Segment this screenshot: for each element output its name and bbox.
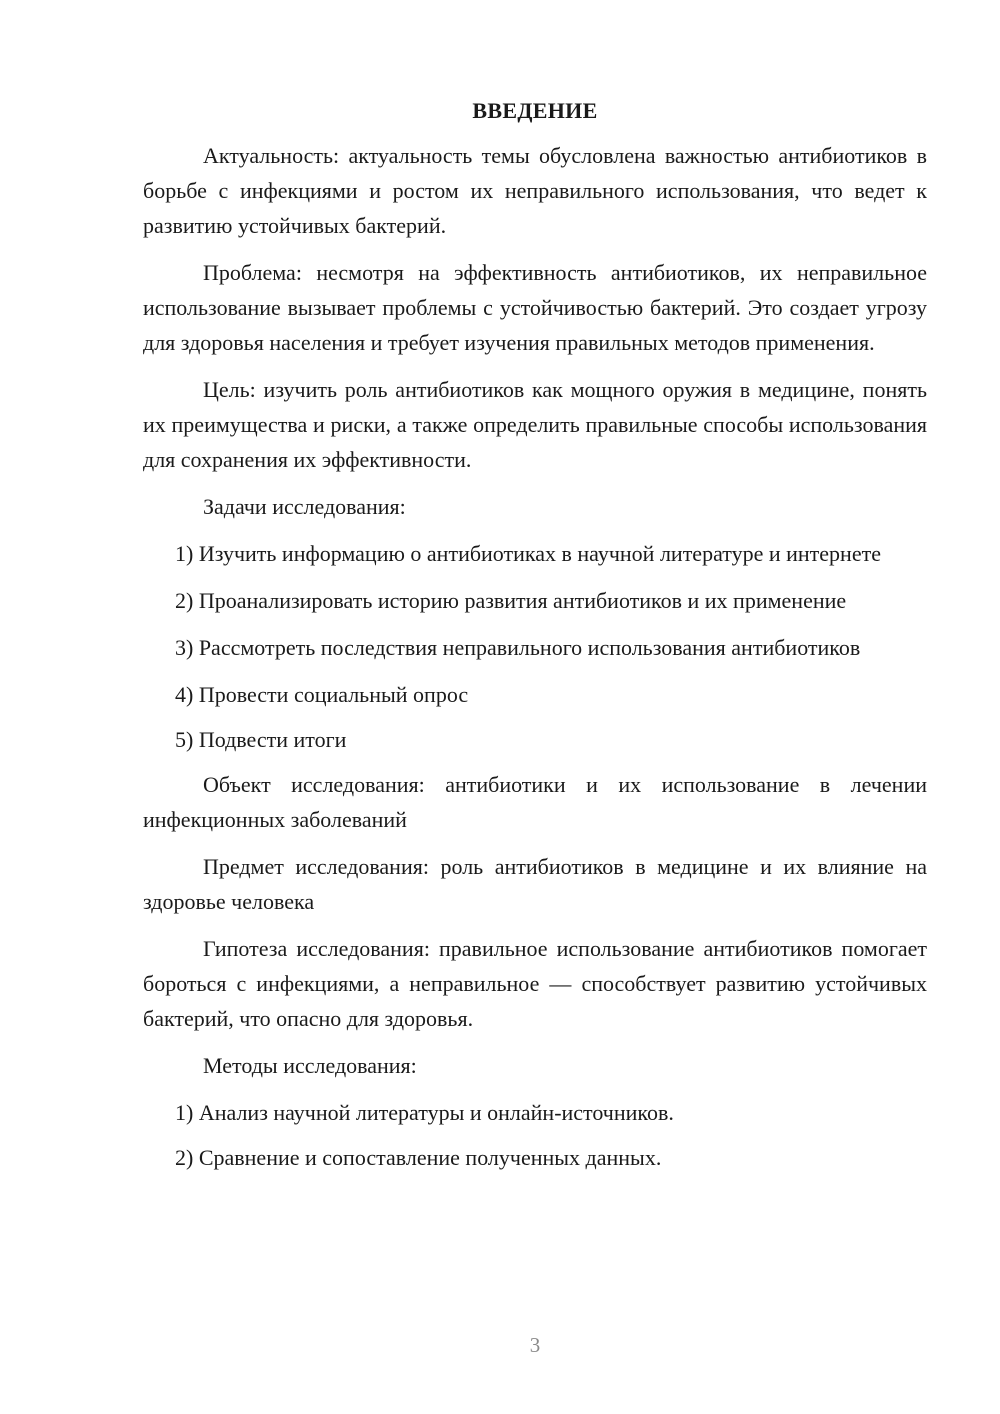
- page-number: 3: [529, 1333, 541, 1357]
- paragraph-hypothesis: Гипотеза исследования: правильное использование антибиотиков помогает бороться с инфекциями, а неправильное — способствует развитию устойчивых бактерий, что опасно для здоровья.: [143, 936, 927, 1031]
- paragraph-relevance: Актуальность: актуальность темы обусловлена важностью антибиотиков в борьбе с инфекциями и ростом их неправильного использования, что ведет к развитию устойчивых бактерий.: [143, 143, 927, 238]
- paragraph-object: Объект исследования: антибиотики и их использование в лечении инфекционных заболеваний: [143, 772, 927, 832]
- task-item: 1) Изучить информацию о антибиотиках в научной литературе и интернете: [175, 541, 881, 566]
- page-title: ВВЕДЕНИЕ: [472, 98, 598, 123]
- method-item: 2) Сравнение и сопоставление полученных данных.: [175, 1145, 662, 1170]
- task-item: 5) Подвести итоги: [175, 727, 347, 752]
- method-item: 1) Анализ научной литературы и онлайн-источников.: [175, 1100, 674, 1125]
- methods-heading: Методы исследования:: [203, 1053, 417, 1078]
- page-content: [143, 96, 927, 1185]
- paragraph-goal: Цель: изучить роль антибиотиков как мощного оружия в медицине, понять их преимущества и риски, а также определить правильные способы использования для сохранения их эффективности.: [143, 377, 927, 472]
- paragraph-problem: Проблема: несмотря на эффективность антибиотиков, их неправильное использование вызывает проблемы с устойчивостью бактерий. Это создает угрозу для здоровья населения и требует изучения правильных методов применения.: [143, 260, 927, 355]
- tasks-heading: Задачи исследования:: [203, 494, 406, 519]
- paragraph-subject: Предмет исследования: роль антибиотиков в медицине и их влияние на здоровье человека: [143, 854, 927, 914]
- task-item: 4) Провести социальный опрос: [175, 682, 469, 707]
- task-item: 2) Проанализировать историю развития антибиотиков и их применение: [175, 588, 847, 613]
- task-item: 3) Рассмотреть последствия неправильного использования антибиотиков: [175, 635, 861, 660]
